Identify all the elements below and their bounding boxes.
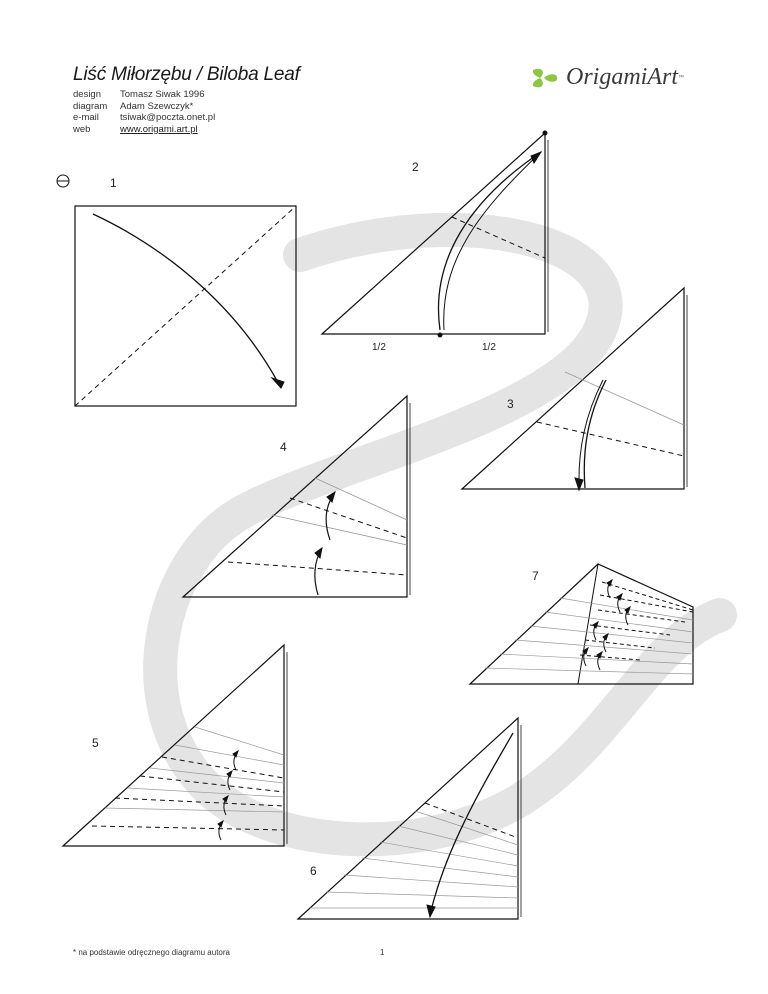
credit-key: design (73, 89, 101, 100)
origamiart-logo (530, 64, 684, 91)
step-number-7: 7 (532, 569, 539, 583)
logo-wordmark: OrigamiArt (566, 64, 679, 90)
credit-value: Adam Szewczyk* (120, 100, 194, 112)
document-title: Liść Miłorzębu / Biloba Leaf (73, 64, 300, 85)
half-label-right: 1/2 (482, 342, 496, 353)
credit-key: e-mail (73, 112, 99, 123)
step-number-1: 1 (110, 176, 117, 190)
credit-key: web (73, 123, 91, 135)
credit-key: diagram (73, 100, 108, 112)
credit-value: Tomasz Siwak 1996 (120, 89, 205, 100)
credit-row (73, 89, 215, 101)
page-number: 1 (380, 948, 385, 957)
step-number-2: 2 (412, 160, 419, 174)
email-value: tsiwak@poczta.onet.pl (120, 112, 216, 123)
step3-triangle (462, 288, 687, 490)
step-number-6: 6 (310, 864, 317, 878)
trademark-mark: ™ (678, 74, 685, 81)
watermark-swoosh (160, 230, 720, 840)
credits-block (73, 89, 215, 135)
credit-row (73, 101, 215, 113)
mountain-fold-symbol (57, 175, 69, 187)
website-link[interactable]: www.origami.art.pl (120, 123, 198, 135)
step-number-4: 4 (280, 440, 287, 454)
credit-row (73, 112, 215, 124)
step-number-3: 3 (507, 397, 514, 411)
credit-row (73, 124, 215, 136)
footnote: * na podstawie odręcznego diagramu autora (73, 948, 230, 957)
leaf-logo-icon (530, 66, 560, 90)
step-number-5: 5 (92, 736, 99, 750)
step1-square (75, 206, 296, 406)
half-label-left: 1/2 (372, 342, 386, 353)
